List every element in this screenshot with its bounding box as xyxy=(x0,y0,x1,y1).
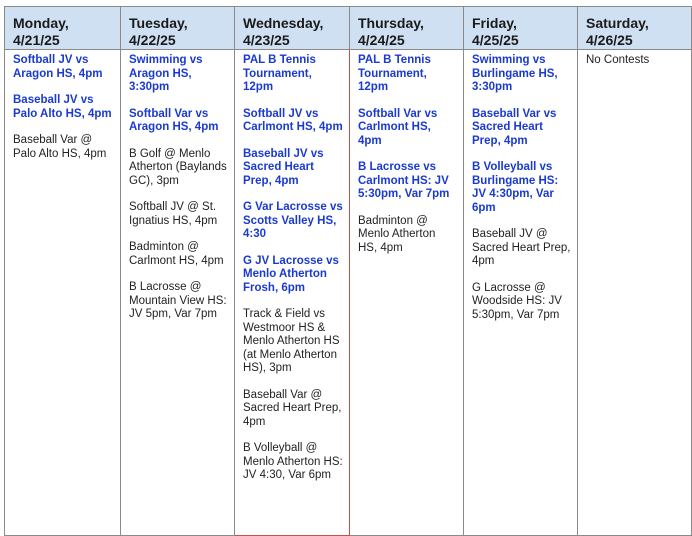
day-name: Thursday, xyxy=(358,15,424,31)
day-name: Tuesday, xyxy=(129,15,188,31)
day-date: 4/24/25 xyxy=(358,32,405,48)
event-item: Baseball JV @ Sacred Heart Prep, 4pm xyxy=(472,228,571,267)
schedule-table xyxy=(4,6,692,536)
day-date: 4/23/25 xyxy=(243,32,290,48)
event-item: Baseball Var @ Palo Alto HS, 4pm xyxy=(13,134,107,160)
event-item: Baseball Var @ Sacred Heart Prep, 4pm xyxy=(243,388,342,428)
day-cell-monday xyxy=(5,50,121,536)
day-date: 4/21/25 xyxy=(13,32,60,48)
event-item: PAL B Tennis Tournament, 12pm xyxy=(243,54,316,93)
event-item: Softball Var vs Aragon HS, 4pm xyxy=(129,107,219,133)
day-cell-saturday xyxy=(578,50,692,536)
event-item: B Golf @ Menlo Atherton (Baylands GC), 3pm xyxy=(129,147,227,187)
day-cell-tuesday xyxy=(121,50,235,536)
day-date: 4/25/25 xyxy=(472,32,519,48)
event-item: G Lacrosse @ Woodside HS: JV 5:30pm, Var 7pm xyxy=(472,281,562,321)
day-date: 4/26/25 xyxy=(586,32,633,48)
event-item: B Lacrosse @ Mountain View HS: JV 5pm, Var 7pm xyxy=(129,281,227,320)
event-item: Softball JV vs Aragon HS, 4pm xyxy=(13,54,103,80)
event-item: G Var Lacrosse vs Scotts Valley HS, 4:30 xyxy=(243,201,343,240)
event-item: Swimming vs Burlingame HS, 3:30pm xyxy=(472,54,558,93)
event-item: Baseball JV vs Palo Alto HS, 4pm xyxy=(13,94,112,120)
event-item: Badminton @ Menlo Atherton HS, 4pm xyxy=(358,214,436,254)
day-header xyxy=(350,7,464,50)
day-header xyxy=(464,7,578,50)
day-header xyxy=(5,7,121,50)
event-item: Track & Field vs Westmoor HS & Menlo Atherton HS (at Menlo Atherton HS), 3pm xyxy=(243,308,340,374)
event-item: Baseball JV vs Sacred Heart Prep, 4pm xyxy=(243,147,324,187)
event-item: B Volleyball vs Burlingame HS: JV 4:30pm, Var 6pm xyxy=(472,161,559,214)
day-name: Wednesday, xyxy=(243,15,324,31)
event-item: PAL B Tennis Tournament, 12pm xyxy=(358,54,431,93)
event-item: G JV Lacrosse vs Menlo Atherton Frosh, 6pm xyxy=(243,254,339,294)
event-item: B Lacrosse vs Carlmont HS: JV 5:30pm, Var 7pm xyxy=(358,161,450,200)
events-row xyxy=(5,50,692,536)
day-header xyxy=(235,7,350,50)
event-item: No Contests xyxy=(586,54,650,66)
event-item: Baseball Var vs Sacred Heart Prep, 4pm xyxy=(472,107,557,147)
event-item: Softball JV vs Carlmont HS, 4pm xyxy=(243,107,343,133)
event-item: B Volleyball @ Menlo Atherton HS: JV 4:30, Var 6pm xyxy=(243,442,343,481)
day-header xyxy=(578,7,692,50)
event-item: Badminton @ Carlmont HS, 4pm xyxy=(129,241,224,267)
event-item: Softball JV @ St. Ignatius HS, 4pm xyxy=(129,201,218,227)
header-row xyxy=(5,7,692,50)
event-item: Swimming vs Aragon HS, 3:30pm xyxy=(129,54,203,93)
day-date: 4/22/25 xyxy=(129,32,176,48)
day-header xyxy=(121,7,235,50)
day-cell-thursday xyxy=(350,50,464,536)
day-cell-friday xyxy=(464,50,578,536)
day-name: Friday, xyxy=(472,15,517,31)
event-item: Softball Var vs Carlmont HS, 4pm xyxy=(358,107,438,147)
day-name: Saturday, xyxy=(586,15,649,31)
day-cell-wednesday xyxy=(235,50,350,536)
day-name: Monday, xyxy=(13,15,69,31)
